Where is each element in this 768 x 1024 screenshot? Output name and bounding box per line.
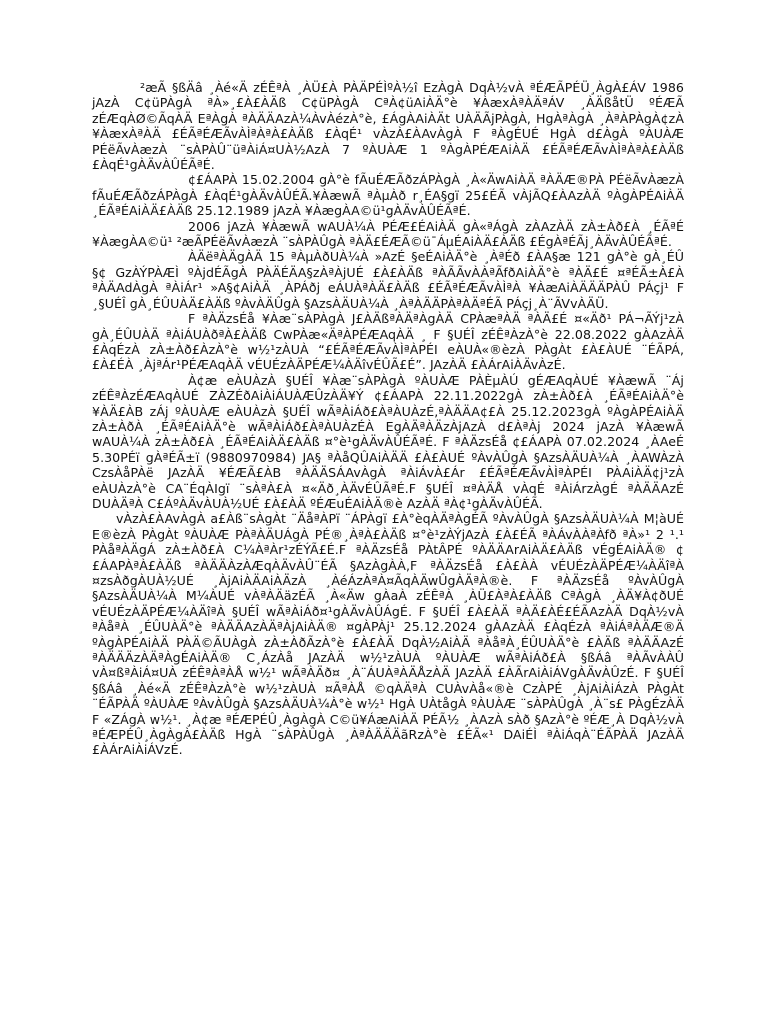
document-body (92, 80, 684, 758)
paragraph-4: ÀÄëªÀÄgÀÄ 15 ªÀµÀðUÀ¼À »AzÉ §eÉAiÀÄ°è ¸ÀªÉð £ÀA§æ 121 gÀ°è gÀ¸ÉÛ §¢ GzÀÝPÀÆÌ ºÀjdÉÃgÀ PÀÄÉÄA§zÀªÀjUÉ £À£ÀÄß ªÀÃÃvÀÀªÃfðAiÀÄ°è ªÀÄ£É ¤ªÉÃ±À£À ªÀÄAdÀgÀ ªÀiÁr¹ »A§¢AiÀÄ ¸ÀPÁðj eÁUÀªÀÄ£ÀÄß £ÉÃªÉÆÃvÀÌªÀ ¥ÀæAiÀÄÄÄPÀÛ PÁçj¹ F ¸§UÉÎ gÀ¸ÉÛUÀÄ£ÀÄß ºÀvÀÄÛgÀ §AzsÀÄUÀ¼À ¸ÀªÀÄÄPÀªÀÄªÉÃ PÁçj¸À¨ÃVvÀÄÜ. (92, 249, 684, 311)
paragraph-1: ²æÃ §ßÄâ ¸Àé«Ä zÉÊªÀ ¸ÀÜ£À PÀÄPÉÌºÀ½î EzÀgÀ DqÀ½vÀ ªÉÆÃPÉÜ¸ÀgÀ£ÁV 1986 jAzÀ C¢üPÀgÀ ªÀ»¸£À£ÀÄß C¢üPÀgÀ CªÀ¢üAiÀÄ°è ¥ÀæxÀªÀÄªÁV ¸ÀÄßåtÜ ºÉÆÃ zÉÆqÀØ©ÃqÀÄ EªÀgÀ ªÀÄÄAzÀ¼ÀvÀézÀ°è, £ÁgÀAiÀÄt UÀÄÃjPÀgÀ, HgÀªÀgÀ ¸ÀªÀPÀgÀ¢zÀ ¥ÀæxÀªÀÄ £ÉÃªÉÆÃvÀÌªÀªÀ£ÀÄß £ÀqÉ¹ vÀzÀ£ÀAvÀgÀ F ªÀgÉUÉ HgÀ d£ÀgÀ ºÀUÀÆ PÉëÃvÀæzÀ ¨sÀPÀÛ¨üªÀiÁ¤UÀ½AzÀ 7 ºÀUÀÆ 1 ºÀgÀPÉÆAiÀÄ £ÉÃªÉÆÃvÀÌªÀªÀ£ÀÄß £ÀqÉ¹gÀÄvÀÛÉÃªÉ. (92, 80, 684, 173)
paragraph-3: 2006 jAzÀ ¥ÀæwÃ wAUÀ¼À PÉÆ£ÉAiÀÄ gÀ«ªÁgÀ zÀAzÀÄ zÀ±Àð£À ¸ÉÃªÉ ¥ÀægÀA©ü¹ ²æÃPÉëÃvÀæzÀ ¨sÀPÀÛgÀ ªÀÄ£ÉÆÃ©ü¯ÁµÉAiÀÄ£ÀÄß £ÉgÀªÉÃj¸ÀÄvÀÛÉÃªÉ. (92, 218, 684, 250)
paragraph-7: vÀzÀ£ÀAvÀgÀ a£Àß¨sÀgÀt ¨ÄåªÀPï ¨ÁPÀgï £À°èqÀÄªÀgÉÃ ºÀvÀÛgÀ §AzsÀÄUÀ¼À M¦àUÉ E®èzÀ PÀgÀt ºÀUÀÆ PÀªÀÄUÁgÀ PÉ®¸ÀªÀ£ÀÄß ¤°è¹zÀÝjAzÀ £À£ÉÃ ªÀÁvÀÀªÀfð ªÀ»¹ 2 ¹.¹ PÀåªÀÄgÁ zÀ±Àð£À C¼ÀªÀr¹zÉÝÃ£É.F ªÀÄzsÉå PÀtÂPÉ ºÀÄÄArAiÀÄ£ÀÄß vÉgÉAiÀÄ® ¢£ÁAPÀªÀ£ÀÄß ªÀÄÄÀzÀÆqÀÄvÀÛ¨ÉÃ §AzÀgÀÀ,F ªÀÄzsÉå £À£ÀÀ vÉUÉzÀÄPÉÆ¼ÀÄîªÀ ¤zsÀðgÀUÀ½UÉ ¸ÀjAiÀÄAiÀÄzÀ ¸ÀéÁzÀªÀ¤ÃqÀÄwÛgÀÄªÀ®è. F ªÀÄzsÉå ºÀvÀÛgÀ §AzsÀÄUÀ¼À M¼ÀUÉ vÀªÀÄäzÉÃ ¸À«Äw gÀaÀ zÉÊªÀ ¸ÀÜ£ÀªÀ£ÀÄß CªÀgÀ ¸ÀÄ¥À¢ðUÉ vÉUÉzÀÄPÉÆ¼ÀÄîªÀ §UÉÎ wÃªÀiÁð¤¹gÀÄvÀÛÁgÉ. F §UÉÎ £À£ÀÄ ªÀÄ£ÀÉ£ÉÃAzÀÄ DqÀ½vÀ ªÀåªÀ ¸ÉÛUÀÄ°è ªÀÄÄAzÀÄªÀjAiÀÄ® ¤gÀPÀj¹ 25.12.2024 gÀAzÀÄ £ÀqÉzÀ ªÀiÁªÀÄÆ®Ä ºÀgÀPÉAiÀÄ PÀÄ©ÃUÀgÀ zÀ±ÀðÃzÀ°è £À£ÀÄ DqÀ½AiÀÄ ªÀåªÀ¸ÉÛUÀÄ°è £ÀÄß ªÀÄÄAzÉ ªÀÄÄÄzÀÄªÀgÉAiÀÄ® C¸ÁzÀå JAzÀÄ w½¹zÀUÀ ºÀUÀÆ wÃªÀiÁð£À §ßÁâ ªÀÃvÀÀÛ vÀ¤ßªÀiÁ¤UÀ zÉÊªÀªÀÅ w½¹ wÃªÀÄð¤ ¸À¨ÁUÀªÀÄÅzÀÄ JAzÀÄ £ÀÃrAiÀiÁVgÀÄvÀÛzÉ. F §UÉÎ §ßÁâ ¸Àé«Ä zÉÊªÀzÀ°è w½¹zÀUÀ ¤ÃªÀÅ ©qÀÄªÀ CUÀvÀå«®è CzÀPÉ ¸ÀjAiÀiÁzÀ PÀgÀt ¨ÉÃPÀÄ ºÀUÀÆ ºÀvÀÛgÀ §AzsÀÄUÀ¼À°è w½¹ HgÀ UÀtågÀ ºÀUÀÆ ¨sÀPÀÛgÀ ¸À¨s£ PÀgÉzÀÄ F «ZÁgÀ w½¹. ¸À¢æ ªÉÆPÉÛ¸ÀgÀgÀ C©ü¥ÁæAiÀÄ PÉÃ½ ¸ÀAzÀ sÀð §AzÀ°è ºÉÆ¸À DqÀ½vÀ ªÉÆPÉÛ¸ÀgÀgÀ£ÀÄß HgÀ ¨sÀPÀÛgÀ ¸ÀªÀÄÄÄãRzÀ°è £ÉÃ«¹ DAiÉÌ ªÀiÁqÀ¨ÉÃPÀÄ JAzÀÄ £ÀÁrAiÀiÁVzÉ. (92, 511, 684, 758)
paragraph-5: F ªÀÄzsÉå ¥Àæ¨sÀPÀgÀ J£ÀÄßªÀÄªÀgÀÄ CPÀæªÀÄ ªÀÄ£É ¤«Äð¹ PÁ¬ÃÝj¹zÀ gÀ¸ÉÛUÀÄ ªÀiÁUÀðªÀ£ÀÄß CwPÀæ«ÄªÀPÉÆAqÀÄ ¸ F §UÉÎ zÉÊªÀzÀ°è 22.08.2022 gÀAzÀÄ £ÀqÉzÀ zÀ±Àð£ÀzÀ°è w½¹zÀUÀ “£ÉÃªÉÆÃvÀÌªÀPÉI eÀUÀ«®èzÀ PÀgÀt £À£ÀUÉ ¨ÉÃPÁ, £À£ÉÀ ¸ÀjªÁr¹PÉÆAqÀÄ vÉUÉzÀÄPÉÆ¼ÀÄîvÉÛÃ£É”. JAzÀÄ £ÀÁrAiÀÄvÀzÉ. (92, 311, 684, 373)
paragraph-2: ¢£ÁAPÀ 15.02.2004 gÀ°è fÃuÉÆÃðzÁPÀgÀ ¸À«ÄwAiÀÄ ªÀÄÆ®PÀ PÉëÃvÀæzÀ fÃuÉÆÃðzÁPÀgÀ £ÀqÉ¹gÀÄvÀÛÉÃ.¥ÀæwÃ ªÀµÀð r¸ÉA§gï 25£ÉÃ vÀjÃQ£ÀAzÀÄ ºÀgÀPÉAiÀÄ ¸ÉÃªÉAiÀÄ£ÀÄß 25.12.1989 jAzÀ ¥ÀægÀA©ü¹gÀÄvÀÛÉÃªÉ. (92, 172, 684, 219)
paragraph-6: À¢æ eÀUÀzÀ §UÉÎ ¥Àæ¨sÀPÀgÀ ºÀUÀÆ PÀÈµÀÚ gÉÆAqÀUÉ ¥ÀæwÃ ¨Áj zÉÊªÀzÉÆAqÀUÉ ZÀZÉðAiÀiÁUÀÆÛzÀÄ¥Ý ¢£ÁAPÀ 22.11.2022gÀ zÀ±Àð£À ¸ÉÃªÉAiÀÄ°è ¥ÀÄ£ÀB zÁj ºÀUÀÆ eÀUÀzÀ §UÉÎ wÃªÀiÁð£ÀªÀUÀzÉ,ªÀÄÄA¢£À 25.12.2023gÀ ºÀgÀPÉAiÀÄ zÀ±ÀðÀ ¸ÉÃªÉAiÀÄ°è wÃªÀiÁð£ÀªÀUÀzÉÀ EgÀÄªÀÄzÀjAzÀ d£ÀªÀj 2024 jAzÀ ¥ÀæwÃ wAUÀ¼À zÀ±Àð£À ¸ÉÃªÉAiÀÄ£ÀÄß ¤°è¹gÀÄvÀÛÉÃªÉ. F ªÀÄzsÉå ¢£ÁAPÀ 07.02.2024 ¸ÀAeÉ 5.30PÉï gÀªÉÃ±ï (9880970984) JA§ ªÀåQÛAiÀÄÄ £À£ÀUÉ ºÀvÀÛgÀ §AzsÀÄUÀ¼À ¸ÀAWÀzÀ CzsÀåPÀë JAzÀÄ ¥ÉÆÃ£ÀB ªÀÄÄSÁAvÀgÀ ªÀiÁvÀ£Ár £ÉÃªÉÆÃvÀÌªÀPÉI PÀAiÀÄ¢j¹zÀ eÀUÀzÀ°è CA¨ÉqÀIgï ¨sÀªÀ£À ¤«Äð¸ÀÄvÉÛÃªÉ.F §UÉÎ ¤ªÀÄÅ vÀqÉ ªÀiÁrzÀgÉ ªÀÄÄAzÉ DUÀÄªÀ C£ÁºÀÄvÀUÀ½UÉ £À£ÀÄ ºÉÆuÉAiÀÄ®è AzÀÄ ªÀ¢¹gÀÄvÀÛÉÃ. (92, 372, 684, 511)
